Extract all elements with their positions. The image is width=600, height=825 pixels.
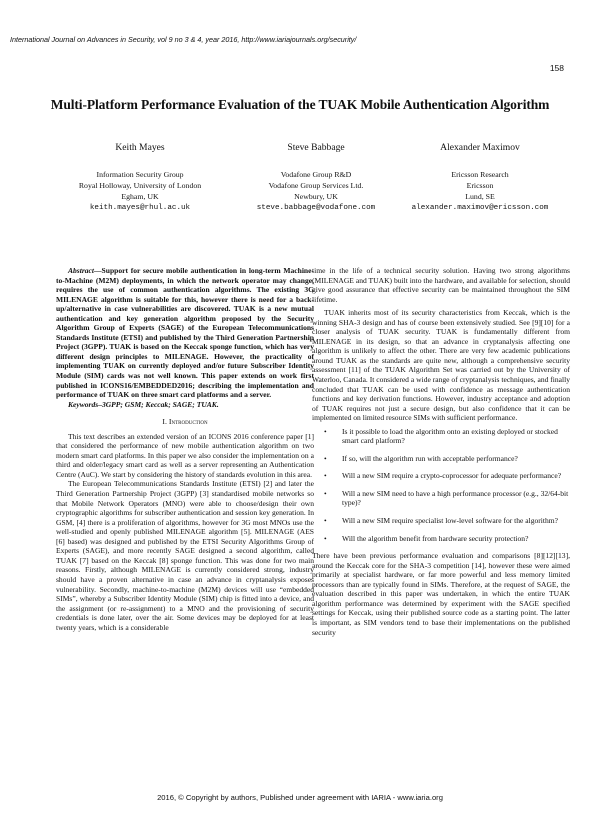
author-affiliation-line: Egham, UK: [121, 192, 159, 202]
author-email[interactable]: keith.mayes@rhul.ac.uk: [89, 203, 191, 212]
body-paragraph: This text describes an extended version of an ICONS 2016 conference paper [1] that considered the performance of new mobile authentication algorithm on two modern smart card platforms. In this paper we also consider the implementation on a third and older/legacy smart card as well as a server representing an Authentication Centre (AuC). We start by considering the history of standards evolution in this area.: [56, 431, 314, 479]
author-affiliation-line: Ericsson: [466, 181, 494, 191]
author-name: Keith Mayes: [115, 142, 165, 153]
abstract: [56, 266, 314, 400]
journal-header: International Journal on Advances in Security, vol 9 no 3 & 4, year 2016, http://www.iariajournals.org/security/: [10, 35, 357, 44]
list-item: • Is it possible to load the algorithm onto an existing deployed or stocked smart card platform?: [324, 426, 558, 446]
body-paragraph: There have been previous performance evaluation and comparisons [8][12][13], around the Keccak core for the SHA-3 competition [14], however these were aimed primarily at specialist hardware, or far more powerful and less memory limited processors than are typically found in SIMs. Therefore, at the request of SAGE, the evaluation described in this paper was undertaken, in which the entire TUAK algorithm performance was determined by experiment with the SAGE specified settings for Keccak, using their published source code as a starting point. The latter is important, as SIM vendors tend to base their implementations on the published security: [312, 551, 570, 637]
bullet-icon: •: [324, 533, 327, 543]
author-affiliation-line: Vodafone Group Services Ltd.: [268, 181, 364, 191]
author-affiliation-line: Vodafone Group R&D: [280, 170, 352, 179]
author-affiliation-line: Newbury, UK: [294, 192, 338, 202]
body-paragraph: TUAK inherits most of its security characteristics from Keccak, which is the winning SHA-3 design and has of course been extensively studied. See [9][10] for a closer analysis of TUAK security. TUAK is fundamentally different from MILENAGE in its design, so that an advance in cryptanalysis affecting one algorithm is unlikely to affect the other. There are very few academic publications around TUAK as the standards are quite new, although a comprehensive security assessment [11] of the TUAK Algorithm Set was carried out by the University of Waterloo, Canada. It considered a wide range of cryptanalysis techniques, and finally concluded that TUAK can be used with confidence as message authentication functions and key derivation functions. However, industry acceptance and adoption of TUAK requires not just a secure design, but also confidence that it can be implemented on limited resource SIMs with sufficient performance.: [312, 308, 570, 423]
author-2: [236, 142, 396, 214]
paper-title: Multi-Platform Performance Evaluation of the TUAK Mobile Authentication Algorithm: [50, 97, 550, 112]
abstract-label: Abstract: [68, 266, 94, 275]
page-number: 158: [549, 63, 564, 73]
body-paragraph: time in the life of a technical security solution. Having two strong algorithms (MILENAGE and TUAK) built into the hardware, and available for selection, should give good assurance that effective security can be maintained throughout the SIM lifetime.: [312, 266, 570, 304]
list-item: • Will a new SIM need to have a high performance processor (e.g., 32/64-bit type)?: [324, 488, 569, 508]
list-item: • If so, will the algorithm run with acceptable performance?: [324, 453, 518, 463]
author-affiliation-line: Ericsson Research: [451, 170, 509, 179]
list-item: • Will a new SIM require a crypto-coprocessor for adequate performance?: [324, 471, 562, 481]
section-heading-introduction: I. Introduction: [162, 417, 208, 427]
body-paragraph: The European Telecommunications Standards Institute (ETSI) [2] and later the Third Generation Partnership Project (3GPP) [3] standardised mobile networks so that Mobile Network Operators (MNO) were able to choose/design their own cryptographic algorithms for subscriber authentication and session key generation. In GSM, [4] there is a proliferation of algorithms, however for 3G most MNOs use the well-studied and openly published MILENAGE algorithm [5]. MILENAGE (AES [6] based) was designed and published by the ETSI Security Algorithms Group of Experts (SAGE), and more recently SAGE designed a second algorithm, called TUAK [7] based on the Keccak [8] sponge function. This was done for two main reasons. Firstly, although MILENAGE is currently considered strong, industry should have a proven alternative in case an advance in cryptanalysis exposes vulnerability. Secondly, machine-to-machine (M2M) devices will use “embedded SIMs”, whereby a Subscriber Identity Module (SIM) chip is fitted into a device, and the assignment (or re-assignment) to a MNO and the provisioning of security credentials is done later, over the air. Some devices may be deployed for at least twenty years, which is a considerable: [56, 479, 314, 632]
abstract-text: —Support for secure mobile authentication in long-term Machine-to-Machine (M2M) deployments, in which the network operator may change, requires the use of common authentication algorithms. The existing 3G MILENAGE algorithm is suitable for this, however there is need for a back-up/alternative in case vulnerabilities are discovered. TUAK is a new mutual authentication and key generation algorithm proposed by the Security Algorithm Group of Experts (SAGE) of the European Telecommunications Standards Institute (ETSI) and published by the Third Generation Partnership Project (3GPP). TUAK is based on the Keccak sponge function, which has very different design principles to MILENAGE. However, the practicality of implementing TUAK on currently deployed and/or future Subscriber Identity Module (SIM) cards was not well known. This paper extends on work first published in ICONS16/EMBEDDED2016; describing the implementation and performance of TUAK on three smart card platforms and a server.: [56, 266, 314, 400]
list-item: • Will a new SIM require specialist low-level software for the algorithm?: [324, 516, 558, 526]
bullet-icon: •: [324, 426, 327, 436]
list-item: • Will the algorithm benefit from hardware security protection?: [324, 533, 529, 543]
footer-copyright: 2016, © Copyright by authors, Published under agreement with IARIA - www.iaria.org: [157, 793, 443, 802]
bullet-icon: •: [324, 453, 327, 463]
author-email[interactable]: alexander.maximov@ericsson.com: [411, 203, 549, 212]
keywords: Keywords–3GPP; GSM; Keccak; SAGE; TUAK.: [68, 399, 219, 409]
author-name: Alexander Maximov: [440, 142, 520, 153]
right-column: [312, 266, 570, 637]
author-affiliation-line: Information Security Group: [96, 170, 184, 179]
bullet-icon: •: [324, 516, 327, 526]
author-email[interactable]: steve.babbage@vodafone.com: [256, 203, 376, 212]
bullet-icon: •: [324, 471, 327, 481]
question-list: [312, 427, 570, 543]
bullet-icon: •: [324, 488, 327, 498]
author-name: Steve Babbage: [287, 142, 345, 153]
author-affiliation-line: Royal Holloway, University of London: [78, 181, 202, 191]
left-column: [56, 266, 314, 632]
author-affiliation-line: Lund, SE: [465, 192, 495, 202]
author-1: [60, 142, 220, 214]
author-3: [400, 142, 560, 214]
